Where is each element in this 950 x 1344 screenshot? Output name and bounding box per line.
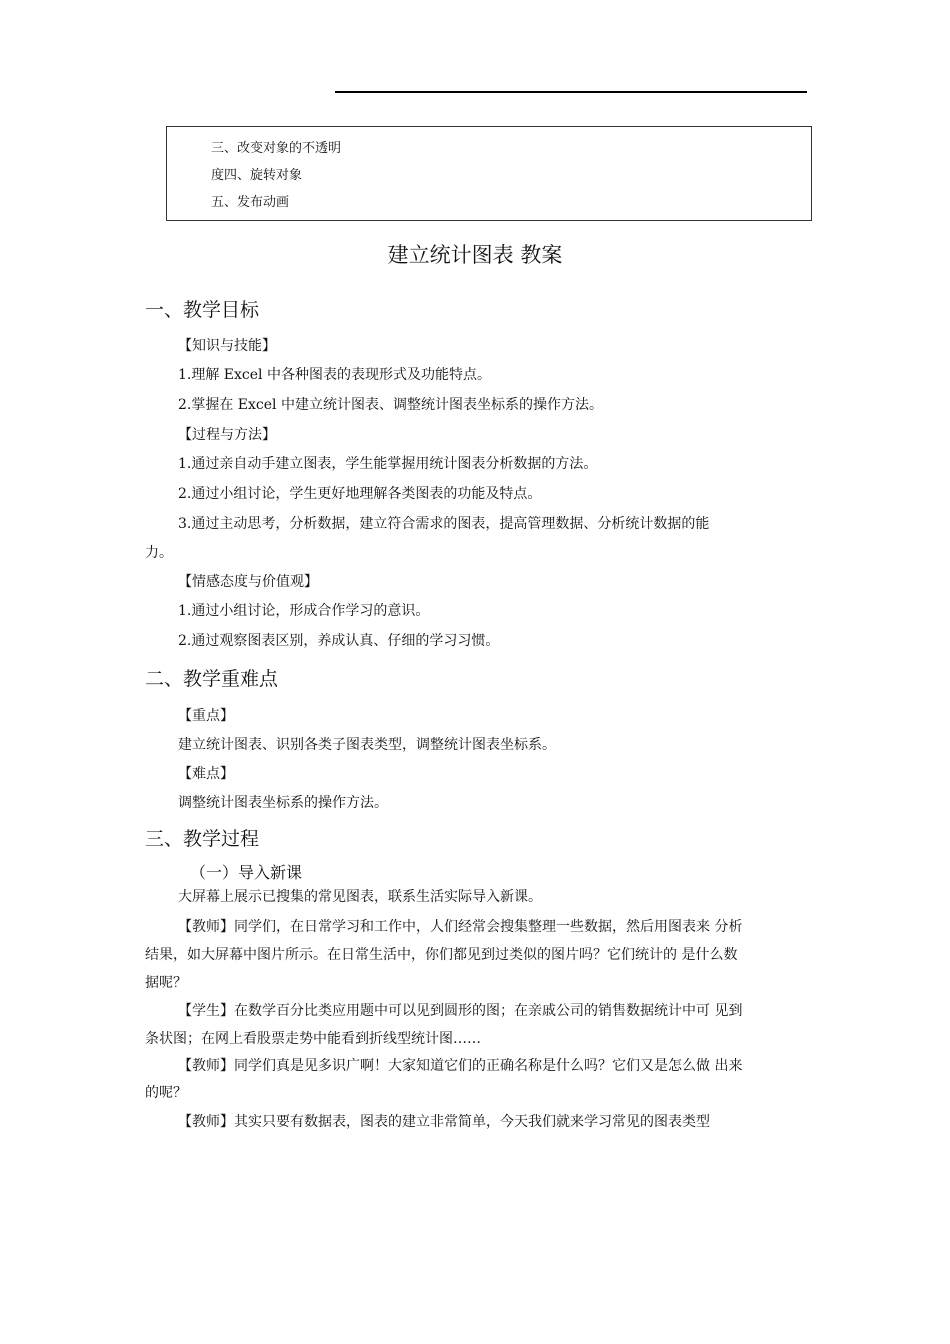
label-knowledge-skills: 【知识与技能】 xyxy=(178,338,276,354)
label-process-methods: 【过程与方法】 xyxy=(178,427,276,443)
outline-item: 度四、旋转对象 xyxy=(211,168,303,183)
paragraph: 【教师】其实只要有数据表，图表的建立非常简单，今天我们就来学习常见的图表类型 xyxy=(178,1114,710,1130)
paragraph: 结果，如大屏幕中图片所示。在日常生活中，你们都见到过类似的图片吗？它们统计的 是什么数 xyxy=(145,947,738,963)
paragraph: 调整统计图表坐标系的操作方法。 xyxy=(178,795,388,811)
label-key-point: 【重点】 xyxy=(178,708,234,724)
outline-item: 五、发布动画 xyxy=(211,195,290,210)
paragraph: 【教师】同学们真是见多识广啊！大家知道它们的正确名称是什么吗？它们又是怎么做 出来 xyxy=(178,1058,743,1074)
section-heading-process: 三、教学过程 xyxy=(145,828,260,850)
paragraph: 条状图；在网上看股票走势中能看到折线型统计图…… xyxy=(145,1031,481,1047)
label-attitude-values: 【情感态度与价值观】 xyxy=(178,574,318,590)
paragraph: 1.通过小组讨论，形成合作学习的意识。 xyxy=(178,603,430,619)
paragraph: 大屏幕上展示已搜集的常见图表，联系生活实际导入新课。 xyxy=(178,889,542,905)
paragraph: 建立统计图表、识别各类子图表类型，调整统计图表坐标系。 xyxy=(178,737,556,753)
paragraph: 【学生】在数学百分比类应用题中可以见到圆形的图；在亲戚公司的销售数据统计中可 见到 xyxy=(178,1003,743,1019)
section-heading-objectives: 一、教学目标 xyxy=(145,299,260,321)
paragraph: 力。 xyxy=(145,545,173,561)
section-heading-key-points: 二、教学重难点 xyxy=(145,668,279,690)
paragraph: 的呢？ xyxy=(145,1085,187,1101)
paragraph: 据呢？ xyxy=(145,975,187,991)
paragraph: 【教师】同学们，在日常学习和工作中，人们经常会搜集整理一些数据，然后用图表来 分析 xyxy=(178,919,743,935)
paragraph: 2.通过观察图表区别，养成认真、仔细的学习习惯。 xyxy=(178,633,500,649)
outline-box xyxy=(166,126,812,221)
header-rule xyxy=(335,91,807,93)
label-difficulty: 【难点】 xyxy=(178,766,234,782)
subsection-heading-intro: （一）导入新课 xyxy=(190,863,303,882)
document-title: 建立统计图表 教案 xyxy=(387,243,563,267)
paragraph: 3.通过主动思考，分析数据，建立符合需求的图表，提高管理数据、分析统计数据的能 xyxy=(178,516,710,532)
paragraph: 2.通过小组讨论，学生更好地理解各类图表的功能及特点。 xyxy=(178,486,542,502)
outline-item: 三、改变对象的不透明 xyxy=(211,141,342,156)
paragraph: 2.掌握在 Excel 中建立统计图表、调整统计图表坐标系的操作方法。 xyxy=(178,397,603,413)
paragraph: 1.通过亲自动手建立图表，学生能掌握用统计图表分析数据的方法。 xyxy=(178,456,598,472)
paragraph: 1.理解 Excel 中各种图表的表现形式及功能特点。 xyxy=(178,367,491,383)
